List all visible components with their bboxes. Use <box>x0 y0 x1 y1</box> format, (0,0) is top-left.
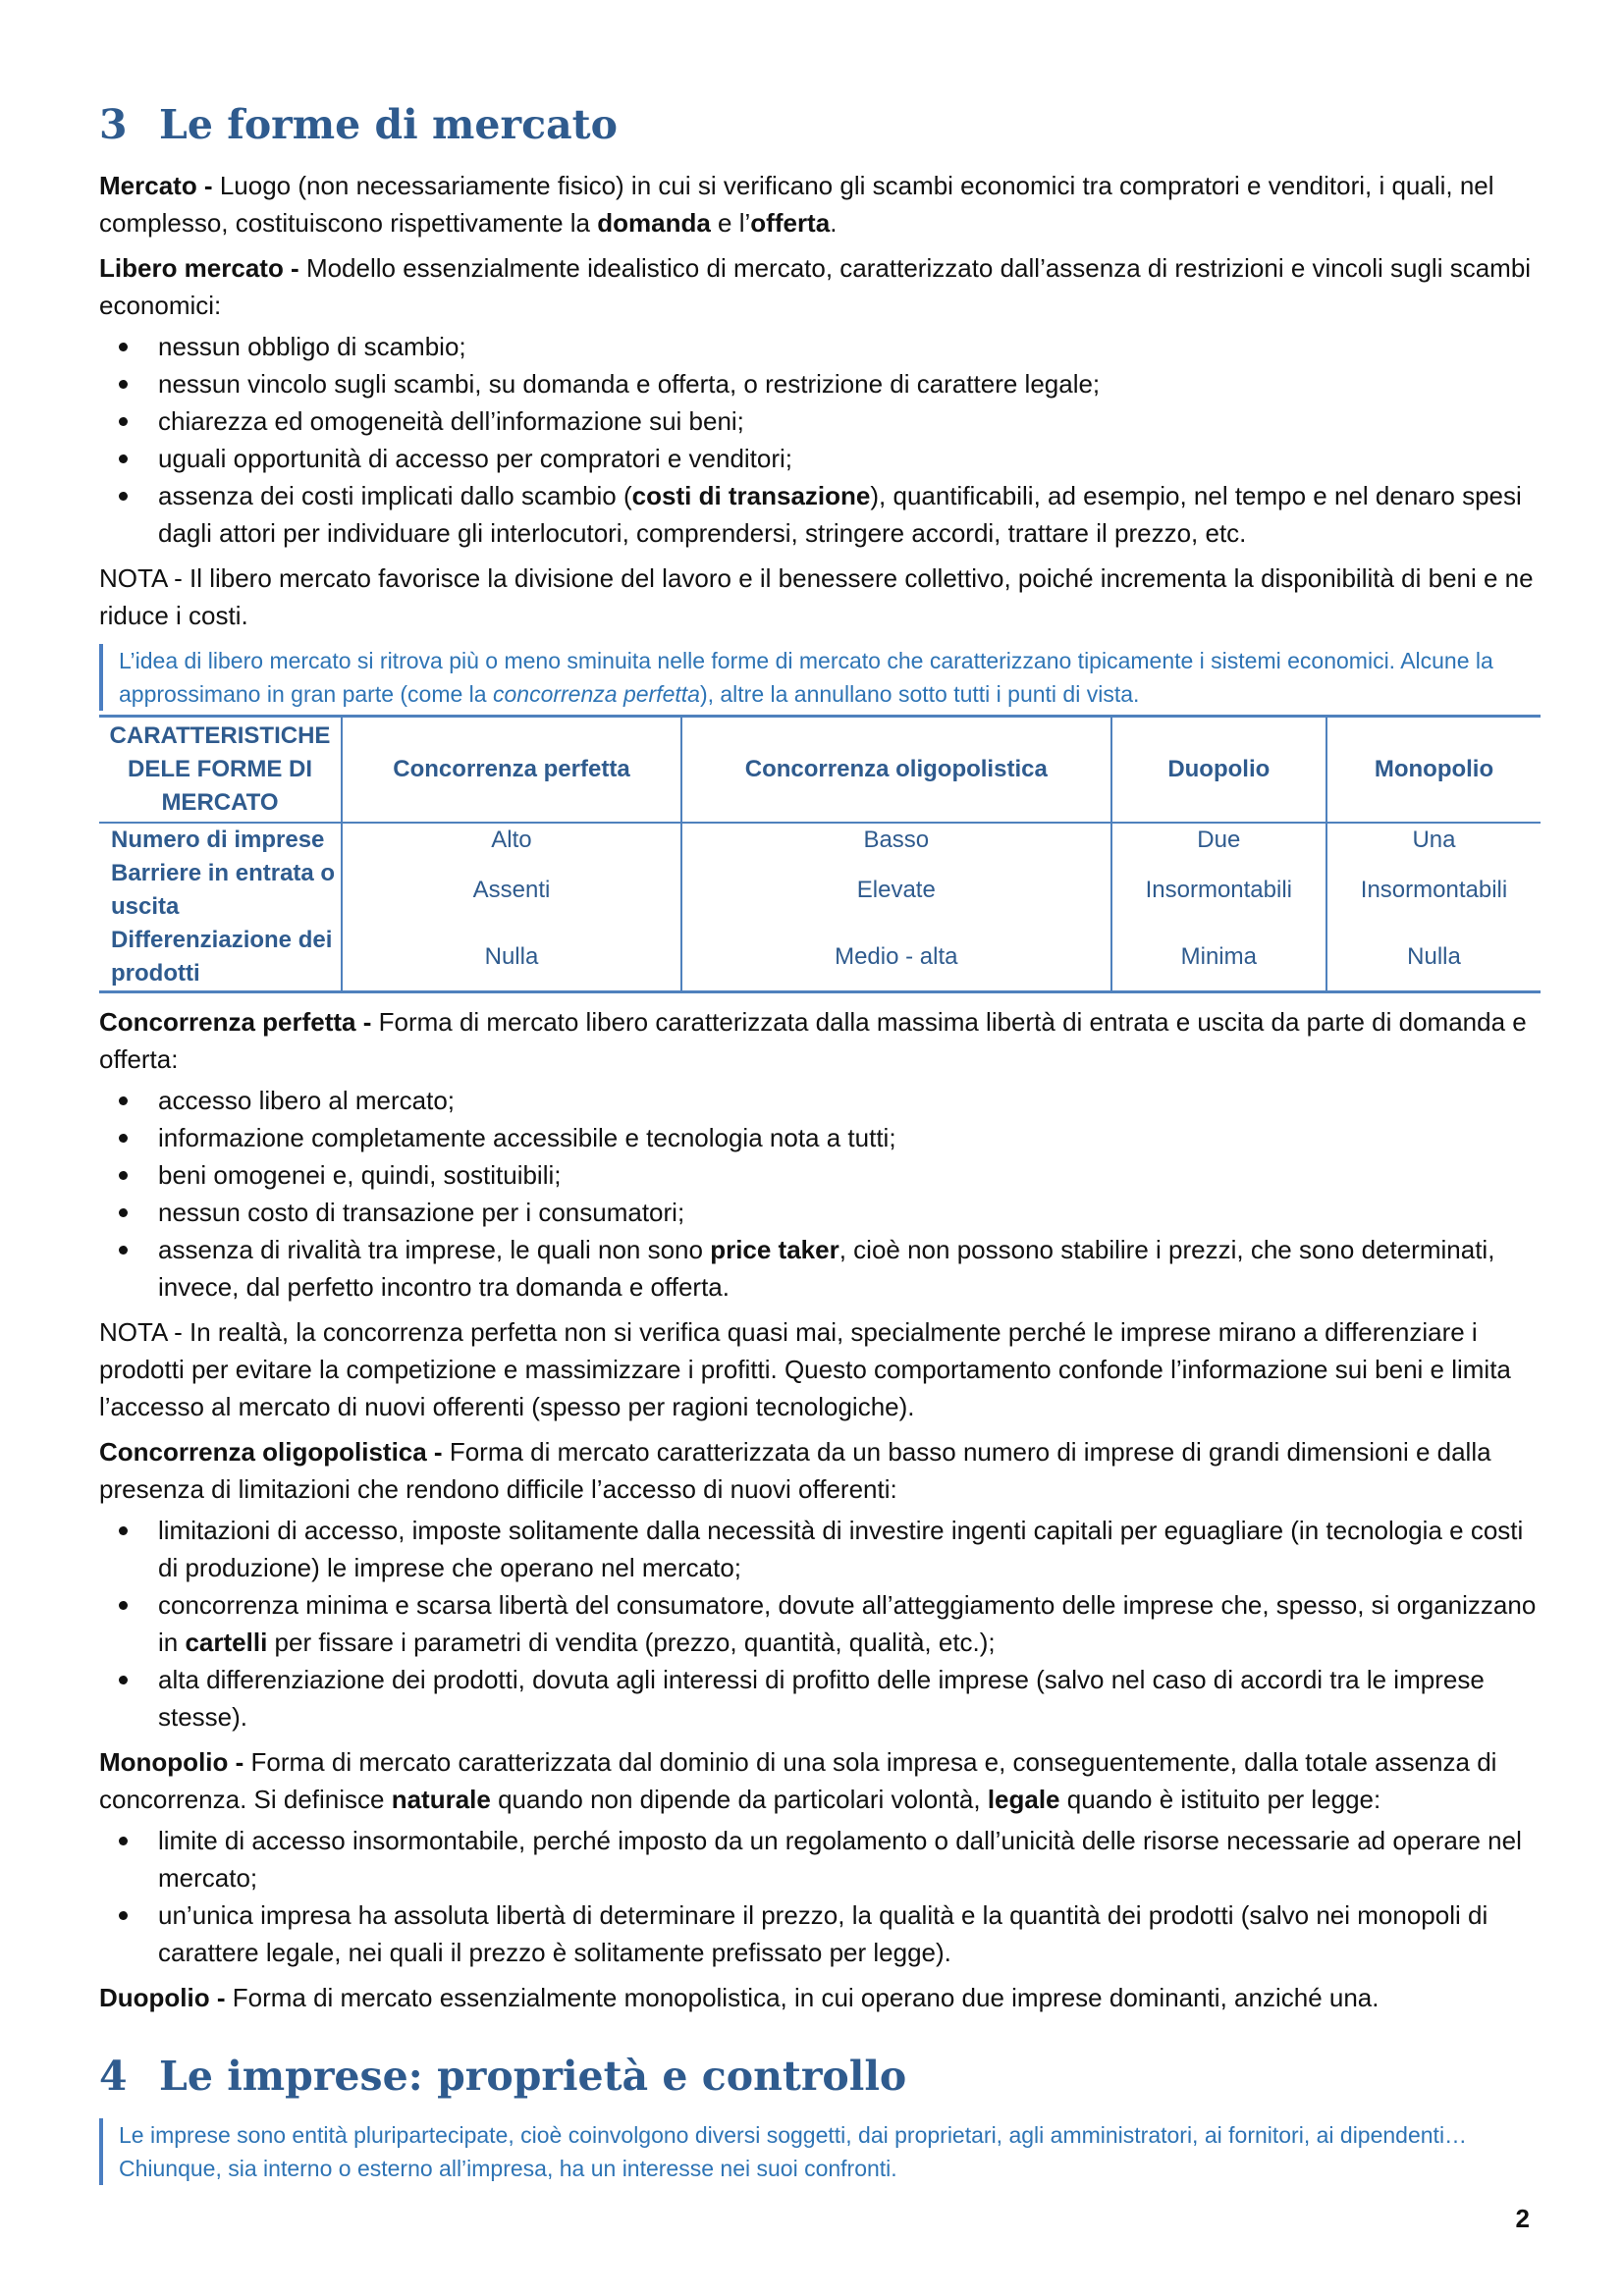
concorrenza-perfetta-definition: Concorrenza perfetta - Forma di mercato libero caratterizzata dalla massima libertà di entrata e uscita da parte di domanda e offerta: <box>99 1007 1527 1074</box>
table-header: Concorrenza oligopolistica <box>681 717 1111 824</box>
table-cell: Due <box>1111 823 1326 857</box>
nota-libero-mercato: NOTA - Il libero mercato favorisce la divisione del lavoro e il benessere collettivo, poiché incrementa la disponibilità di beni e ne riduce i costi. <box>99 563 1534 630</box>
concorrenza-perfetta-list <box>99 1082 1541 1306</box>
table-cell: Elevate <box>681 857 1111 924</box>
term-duopolio: Duopolio - <box>99 1983 233 2012</box>
mercato-definition: Mercato - Luogo (non necessariamente fisico) in cui si verificano gli scambi economici tra compratori e venditori, i quali, nel complesso, costituiscono rispettivamente la domanda e l’offerta. <box>99 171 1494 238</box>
table-row <box>99 823 1541 857</box>
row-header: Numero di imprese <box>111 827 325 853</box>
table-row <box>99 924 1541 992</box>
table-cell: Alto <box>342 823 681 857</box>
duopolio-definition: Duopolio - Forma di mercato essenzialmente monopolistica, in cui operano due imprese dominanti, anziché una. <box>99 1983 1380 2012</box>
list-item: uguali opportunità di accesso per compratori e venditori; <box>99 440 1541 477</box>
term-libero-mercato: Libero mercato - <box>99 253 306 283</box>
table-cell: Basso <box>681 823 1111 857</box>
term-mercato: Mercato - <box>99 171 220 200</box>
table-header: Concorrenza perfetta <box>342 717 681 824</box>
list-item: assenza di rivalità tra imprese, le quali non sono price taker, cioè non possono stabilire i prezzi, che sono determinati, invece, dal perfetto incontro tra domanda e offerta. <box>99 1231 1541 1306</box>
table-cell: Medio - alta <box>681 924 1111 992</box>
callout-libero-mercato: L’idea di libero mercato si ritrova più o meno sminuita nelle forme di mercato che caratterizzano tipicamente i sistemi economici. Alcune la approssimano in gran parte (come la concorrenza perfetta), altre la annullano sotto tutti i punti di vista. <box>99 644 1541 711</box>
list-item: beni omogenei e, quindi, sostituibili; <box>99 1156 1541 1194</box>
table-cell: Insormontabili <box>1111 857 1326 924</box>
table-header: Monopolio <box>1326 717 1541 824</box>
table-cell: Minima <box>1111 924 1326 992</box>
concorrenza-oligopolistica-definition: Concorrenza oligopolistica - Forma di mercato caratterizzata da un basso numero di imprese di grandi dimensioni e dalla presenza di limitazioni che rendono difficile l’accesso di nuovi offerenti: <box>99 1437 1491 1504</box>
concorrenza-oligopolistica-list <box>99 1512 1541 1735</box>
page-number: 2 <box>1515 2204 1530 2233</box>
list-item: limite di accesso insormontabile, perché imposto da un regolamento o dall’unicità delle risorse necessarie ad operare nel mercato; <box>99 1822 1541 1896</box>
term-concorrenza-oligopolistica: Concorrenza oligopolistica - <box>99 1437 450 1467</box>
list-item: limitazioni di accesso, imposte solitamente dalla necessità di investire ingenti capitali per eguagliare (in tecnologia e costi di produzione) le imprese che operano nel mercato; <box>99 1512 1541 1586</box>
page-content <box>99 94 1541 2185</box>
term-concorrenza-perfetta: Concorrenza perfetta - <box>99 1007 379 1037</box>
list-item: chiarezza ed omogeneità dell’informazione sui beni; <box>99 402 1541 440</box>
libero-mercato-definition: Libero mercato - Modello essenzialmente idealistico di mercato, caratterizzato dall’assenza di restrizioni e vincoli sugli scambi economici: <box>99 253 1532 320</box>
row-header: Differenziazione dei prodotti <box>99 924 342 992</box>
row-header: Barriere in entrata o uscita <box>111 860 336 920</box>
table-cell: Insormontabili <box>1326 857 1541 924</box>
list-item: nessun vincolo sugli scambi, su domanda e offerta, o restrizione di carattere legale; <box>99 365 1541 402</box>
term-monopolio: Monopolio - <box>99 1747 251 1777</box>
section-3-heading <box>99 94 1541 155</box>
list-item: alta differenziazione dei prodotti, dovuta agli interessi di profitto delle imprese (salvo nel caso di accordi tra le imprese stesse). <box>99 1661 1541 1735</box>
list-item: nessun obbligo di scambio; <box>99 328 1541 365</box>
market-forms-table <box>99 715 1541 993</box>
list-item: concorrenza minima e scarsa libertà del consumatore, dovute all’atteggiamento delle imprese che, spesso, si organizzano in cartelli per fissare i parametri di vendita (prezzo, quantità, qualità, etc.); <box>99 1586 1541 1661</box>
list-item: assenza dei costi implicati dallo scambio (costi di transazione), quantificabili, ad esempio, nel tempo e nel denaro spesi dagli attori per individuare gli interlocutori, comprendersi, stringere accordi, trattare il prezzo, etc. <box>99 477 1541 552</box>
table-cell: Una <box>1326 823 1541 857</box>
list-item: accesso libero al mercato; <box>99 1082 1541 1119</box>
libero-mercato-list <box>99 328 1541 552</box>
table-cell: Nulla <box>1326 924 1541 992</box>
section-number: 3 <box>99 101 128 148</box>
section-title: Le forme di mercato <box>159 101 618 148</box>
table-row <box>99 857 1541 924</box>
callout-imprese: Le imprese sono entità pluripartecipate, cioè coinvolgono diversi soggetti, dai proprietari, agli amministratori, ai fornitori, ai dipendenti… Chiunque, sia interno o esterno all’impresa, ha un interesse nei suoi confronti. <box>99 2118 1541 2185</box>
monopolio-definition: Monopolio - Forma di mercato caratterizzata dal dominio di una sola impresa e, conseguentemente, dalla totale assenza di concorrenza. Si definisce naturale quando non dipende da particolari volontà, legale quando è istituito per legge: <box>99 1747 1497 1814</box>
section-4-heading <box>99 2046 1541 2107</box>
table-header-row <box>99 717 1541 824</box>
monopolio-list <box>99 1822 1541 1971</box>
section-title: Le imprese: proprietà e controllo <box>159 2053 907 2100</box>
list-item: informazione completamente accessibile e tecnologia nota a tutti; <box>99 1119 1541 1156</box>
nota-concorrenza-perfetta: NOTA - In realtà, la concorrenza perfetta non si verifica quasi mai, specialmente perché le imprese mirano a differenziare i prodotti per evitare la competizione e massimizzare i profitti. Questo comportamento confonde l’informazione sui beni e limita l’accesso al mercato di nuovi offerenti (spesso per ragioni tecnologiche). <box>99 1317 1511 1421</box>
list-item: un’unica impresa ha assoluta libertà di determinare il prezzo, la qualità e la quantità dei prodotti (salvo nei monopoli di carattere legale, nei quali il prezzo è solitamente prefissato per legge). <box>99 1896 1541 1971</box>
list-item: nessun costo di transazione per i consumatori; <box>99 1194 1541 1231</box>
table-header: Duopolio <box>1111 717 1326 824</box>
table-cell: Nulla <box>342 924 681 992</box>
table-cell: Assenti <box>342 857 681 924</box>
section-number: 4 <box>99 2053 128 2100</box>
table-header: CARATTERISTICHE DELE FORME DI MERCATO <box>99 717 342 824</box>
